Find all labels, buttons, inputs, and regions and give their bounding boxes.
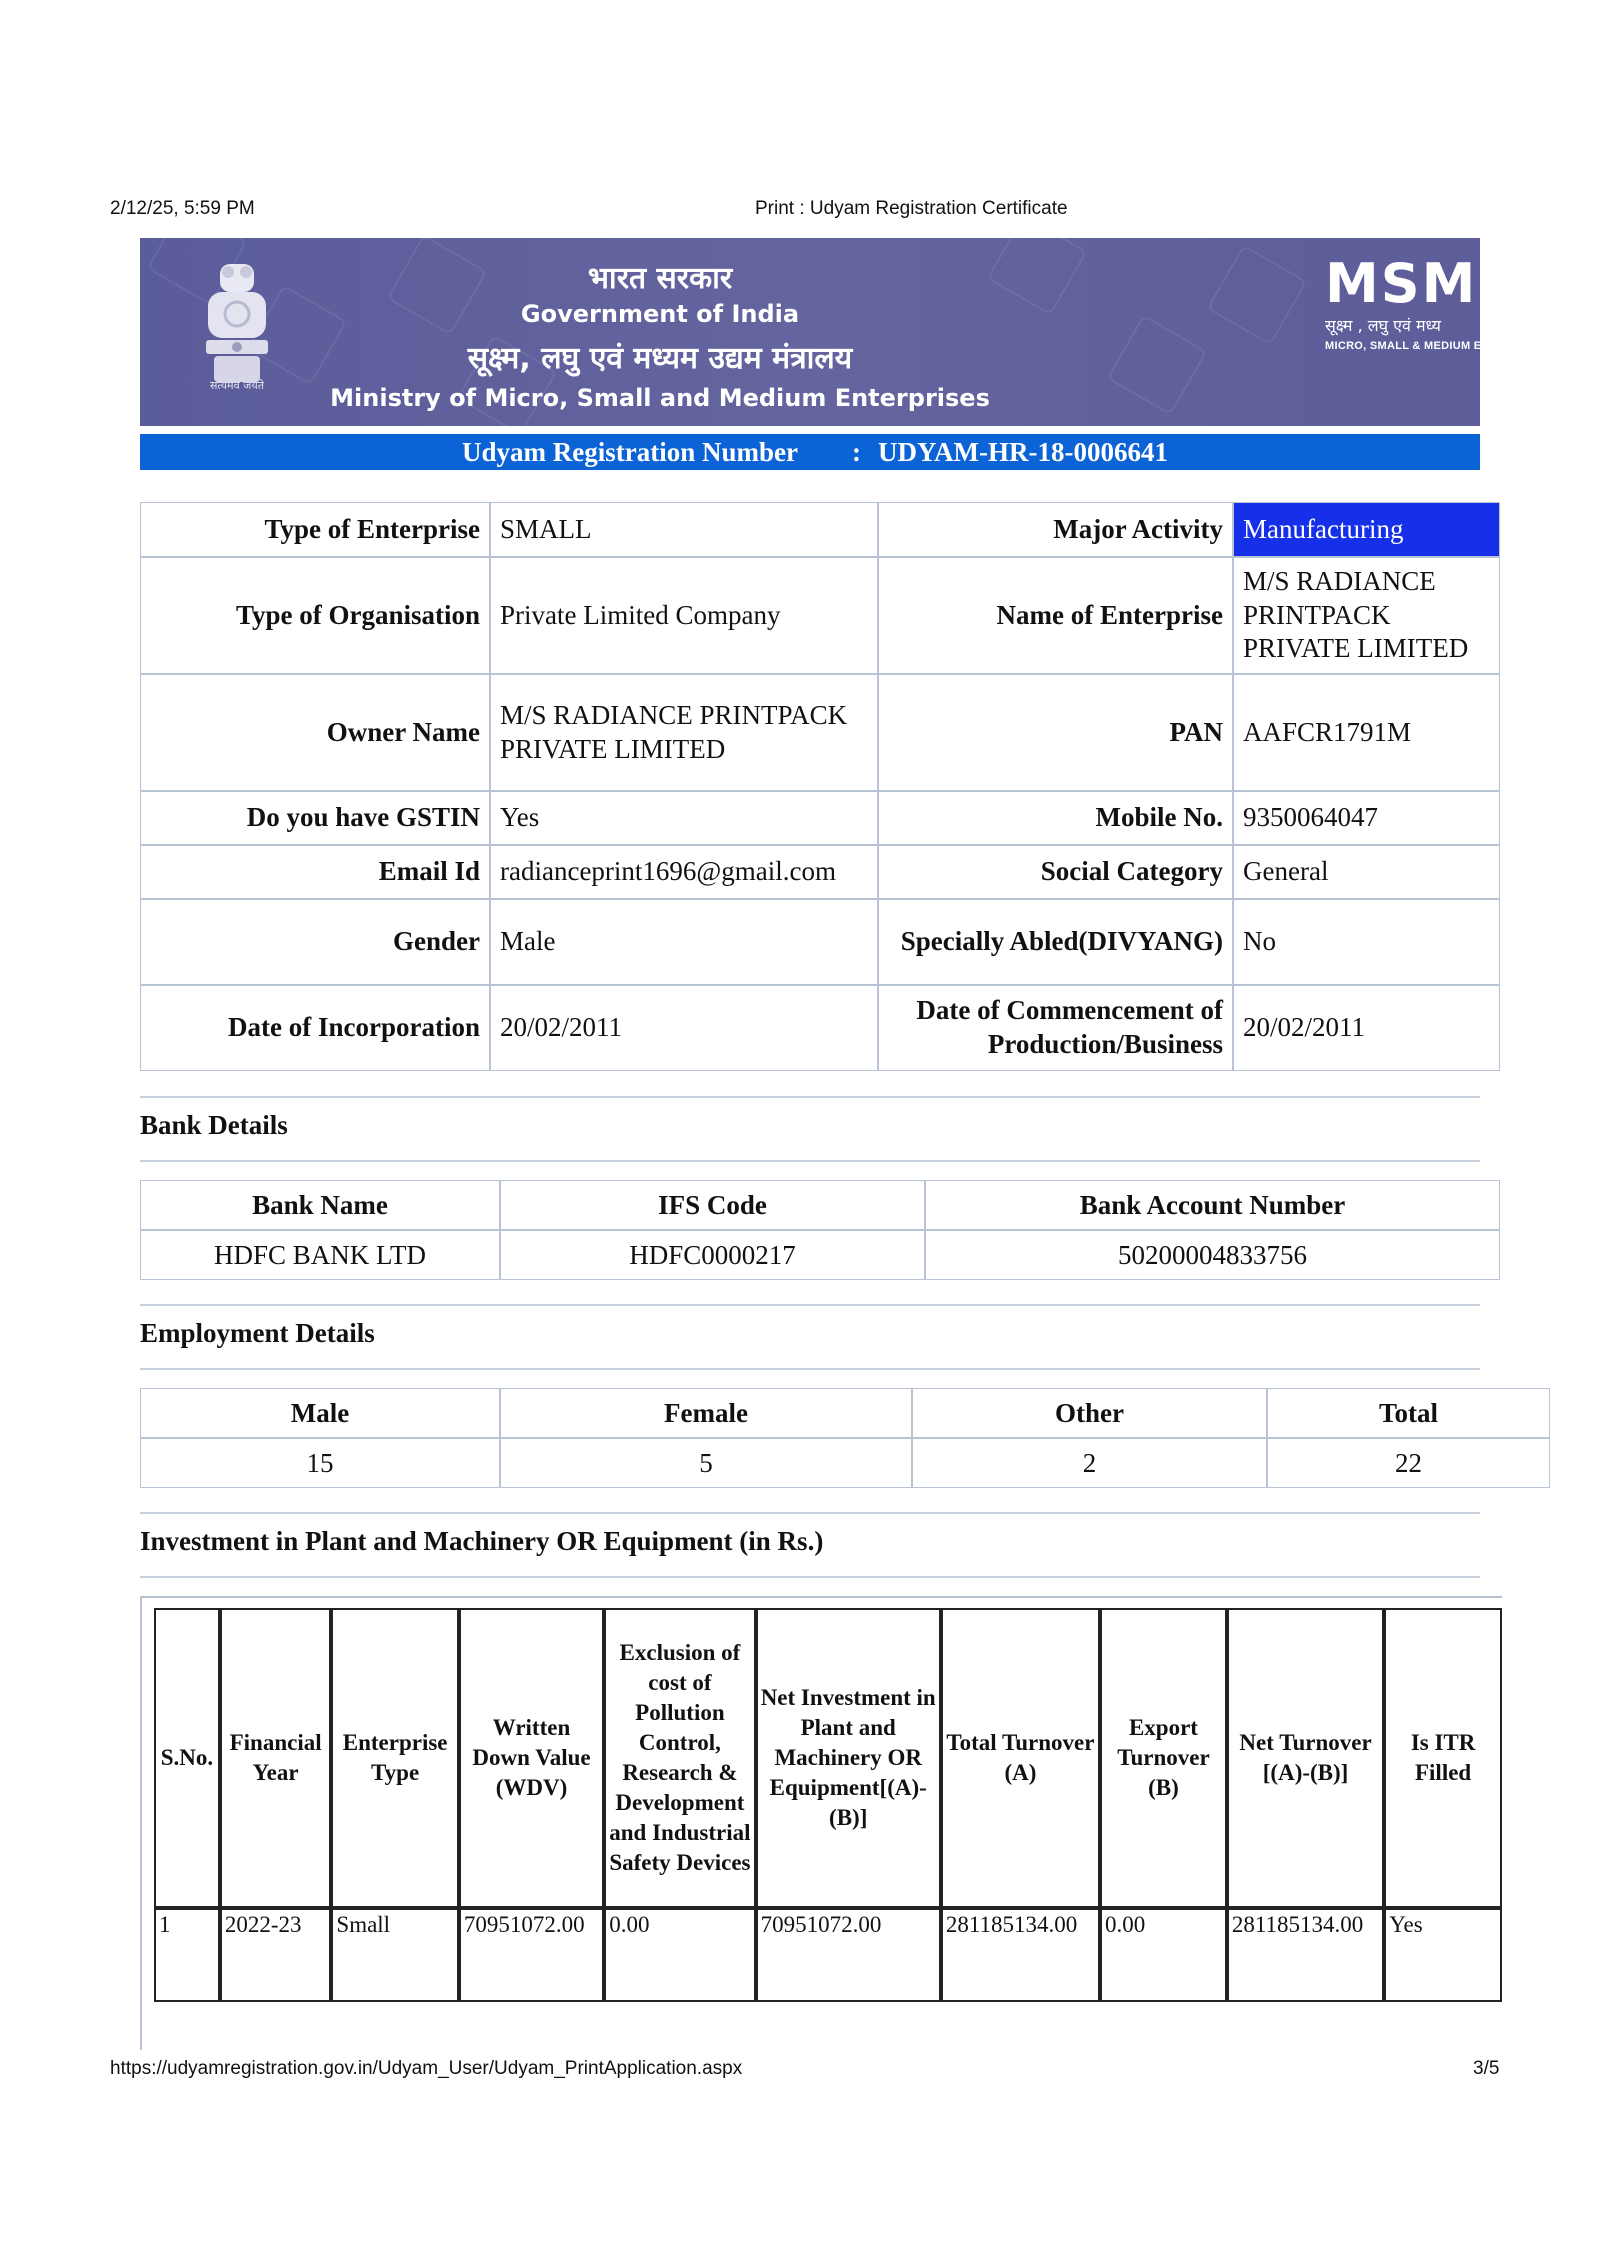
enterprise-details-table [140, 502, 1500, 1071]
inv-header-wdv: Written Down Value (WDV) [459, 1608, 604, 1908]
bank-name-value: HDFC BANK LTD [140, 1230, 500, 1280]
divider [140, 1512, 1480, 1514]
table-row [140, 791, 1500, 845]
investment-heading: Investment in Plant and Machinery OR Equipment (in Rs.) [140, 1526, 824, 1556]
organisation-type-value: Private Limited Company [490, 557, 878, 674]
employment-header-female: Female [500, 1388, 912, 1438]
inv-cell-net-turnover: 281185134.00 [1227, 1908, 1384, 2002]
major-activity-value: Manufacturing [1233, 502, 1500, 557]
email-label: Email Id [140, 845, 490, 899]
inv-header-itr-filled: Is ITR Filled [1384, 1608, 1502, 1908]
table-row [154, 1608, 1502, 1908]
commencement-date-label: Date of Commencement of Production/Business [878, 985, 1233, 1071]
employment-details-table [140, 1388, 1550, 1488]
major-activity-label: Major Activity [878, 502, 1233, 557]
inv-cell-net-investment: 70951072.00 [756, 1908, 941, 2002]
employment-header-other: Other [912, 1388, 1267, 1438]
inv-cell-wdv: 70951072.00 [459, 1908, 604, 2002]
enterprise-name-label: Name of Enterprise [878, 557, 1233, 674]
employment-header-total: Total [1267, 1388, 1550, 1438]
inv-header-sno: S.No. [154, 1608, 220, 1908]
divider [140, 1576, 1480, 1578]
employment-total-value: 22 [1267, 1438, 1550, 1488]
mobile-value: 9350064047 [1233, 791, 1500, 845]
organisation-type-label: Type of Organisation [140, 557, 490, 674]
banner-hindi-govt: भारत सरकार [587, 261, 733, 296]
divider [140, 1096, 1480, 1098]
email-value: radianceprint1696@gmail.com [490, 845, 878, 899]
print-datetime: 2/12/25, 5:59 PM [110, 198, 255, 219]
pan-value: AAFCR1791M [1233, 674, 1500, 791]
commencement-date-value: 20/02/2011 [1233, 985, 1500, 1071]
table-row [140, 502, 1500, 557]
divider [140, 1160, 1480, 1162]
table-row [140, 1180, 1500, 1230]
owner-name-label: Owner Name [140, 674, 490, 791]
social-category-label: Social Category [878, 845, 1233, 899]
incorporation-date-label: Date of Incorporation [140, 985, 490, 1071]
inv-cell-total-turnover: 281185134.00 [941, 1908, 1100, 2002]
print-page-title: Print : Udyam Registration Certificate [755, 198, 1068, 219]
table-row [140, 985, 1500, 1071]
gstin-value: Yes [490, 791, 878, 845]
registration-number-bar [140, 434, 1480, 470]
registration-number-value: UDYAM-HR-18-0006641 [878, 437, 1168, 467]
government-banner [140, 238, 1517, 426]
inv-header-financial-year: Financial Year [220, 1608, 332, 1908]
enterprise-type-value: SMALL [490, 502, 878, 557]
inv-header-net-turnover: Net Turnover [(A)-(B)] [1227, 1608, 1384, 1908]
investment-table-frame [140, 1596, 1502, 2050]
table-row [140, 1388, 1550, 1438]
investment-table [154, 1608, 1502, 2002]
divider [140, 1368, 1480, 1370]
inv-cell-sno: 1 [154, 1908, 220, 2002]
inv-header-enterprise-type: Enterprise Type [331, 1608, 458, 1908]
inv-cell-exclusion: 0.00 [604, 1908, 755, 2002]
incorporation-date-value: 20/02/2011 [490, 985, 878, 1071]
owner-name-value: M/S RADIANCE PRINTPACK PRIVATE LIMITED [490, 674, 878, 791]
mobile-label: Mobile No. [878, 791, 1233, 845]
registration-colon: : [852, 437, 861, 467]
social-category-value: General [1233, 845, 1500, 899]
bank-header-ifsc: IFS Code [500, 1180, 925, 1230]
enterprise-type-label: Type of Enterprise [140, 502, 490, 557]
inv-header-net-investment: Net Investment in Plant and Machinery OR Equipment[(A)-(B)] [756, 1608, 941, 1908]
table-row [140, 1438, 1550, 1488]
ifsc-code-value: HDFC0000217 [500, 1230, 925, 1280]
divider [140, 1304, 1480, 1306]
employment-male-value: 15 [140, 1438, 500, 1488]
employment-other-value: 2 [912, 1438, 1267, 1488]
banner-hindi-ministry: सूक्ष्म, लघु एवं मध्यम उद्यम मंत्रालय [467, 341, 853, 376]
table-row [140, 1230, 1500, 1280]
certificate-content [140, 238, 1517, 2048]
bank-details-table [140, 1180, 1500, 1280]
inv-cell-financial-year: 2022-23 [220, 1908, 332, 2002]
msme-logo-letters: MSME [1325, 252, 1517, 315]
table-row [140, 674, 1500, 791]
footer-url-link[interactable]: https://udyamregistration.gov.in/Udyam_User/Udyam_PrintApplication.aspx [110, 2058, 743, 2079]
table-row [140, 899, 1500, 985]
bank-header-name: Bank Name [140, 1180, 500, 1230]
inv-header-total-turnover: Total Turnover (A) [941, 1608, 1100, 1908]
pan-label: PAN [878, 674, 1233, 791]
gender-value: Male [490, 899, 878, 985]
inv-cell-itr-filled: Yes [1384, 1908, 1502, 2002]
enterprise-name-value: M/S RADIANCE PRINTPACK PRIVATE LIMITED [1233, 557, 1500, 674]
inv-cell-export-turnover: 0.00 [1100, 1908, 1227, 2002]
inv-header-exclusion: Exclusion of cost of Pollution Control, Research & Development and Industrial Safety Devices [604, 1608, 755, 1908]
bank-details-heading: Bank Details [140, 1110, 288, 1140]
employment-details-heading: Employment Details [140, 1318, 375, 1348]
bank-account-value: 50200004833756 [925, 1230, 1500, 1280]
msme-logo-hindi: सूक्ष्म , लघु एवं मध्य [1325, 316, 1441, 335]
divyang-value: No [1233, 899, 1500, 985]
msme-logo-subtitle: MICRO, SMALL & MEDIUM EN [1325, 340, 1490, 352]
employment-female-value: 5 [500, 1438, 912, 1488]
divyang-label: Specially Abled(DIVYANG) [878, 899, 1233, 985]
registration-number-label: Udyam Registration Number [462, 437, 798, 467]
bank-header-account: Bank Account Number [925, 1180, 1500, 1230]
inv-cell-enterprise-type: Small [331, 1908, 458, 2002]
footer-page-number: 3/5 [1473, 2058, 1500, 2079]
gstin-label: Do you have GSTIN [140, 791, 490, 845]
table-row [154, 1908, 1502, 2002]
employment-header-male: Male [140, 1388, 500, 1438]
banner-govt-of-india: Government of India [520, 300, 800, 328]
table-row [140, 557, 1500, 674]
gender-label: Gender [140, 899, 490, 985]
msme-logo [1325, 252, 1517, 352]
emblem-motto: सत्यमेव जयते [209, 379, 264, 392]
inv-header-export-turnover: Export Turnover (B) [1100, 1608, 1227, 1908]
banner-ministry-name: Ministry of Micro, Small and Medium Enterprises [330, 384, 990, 412]
table-row [140, 845, 1500, 899]
